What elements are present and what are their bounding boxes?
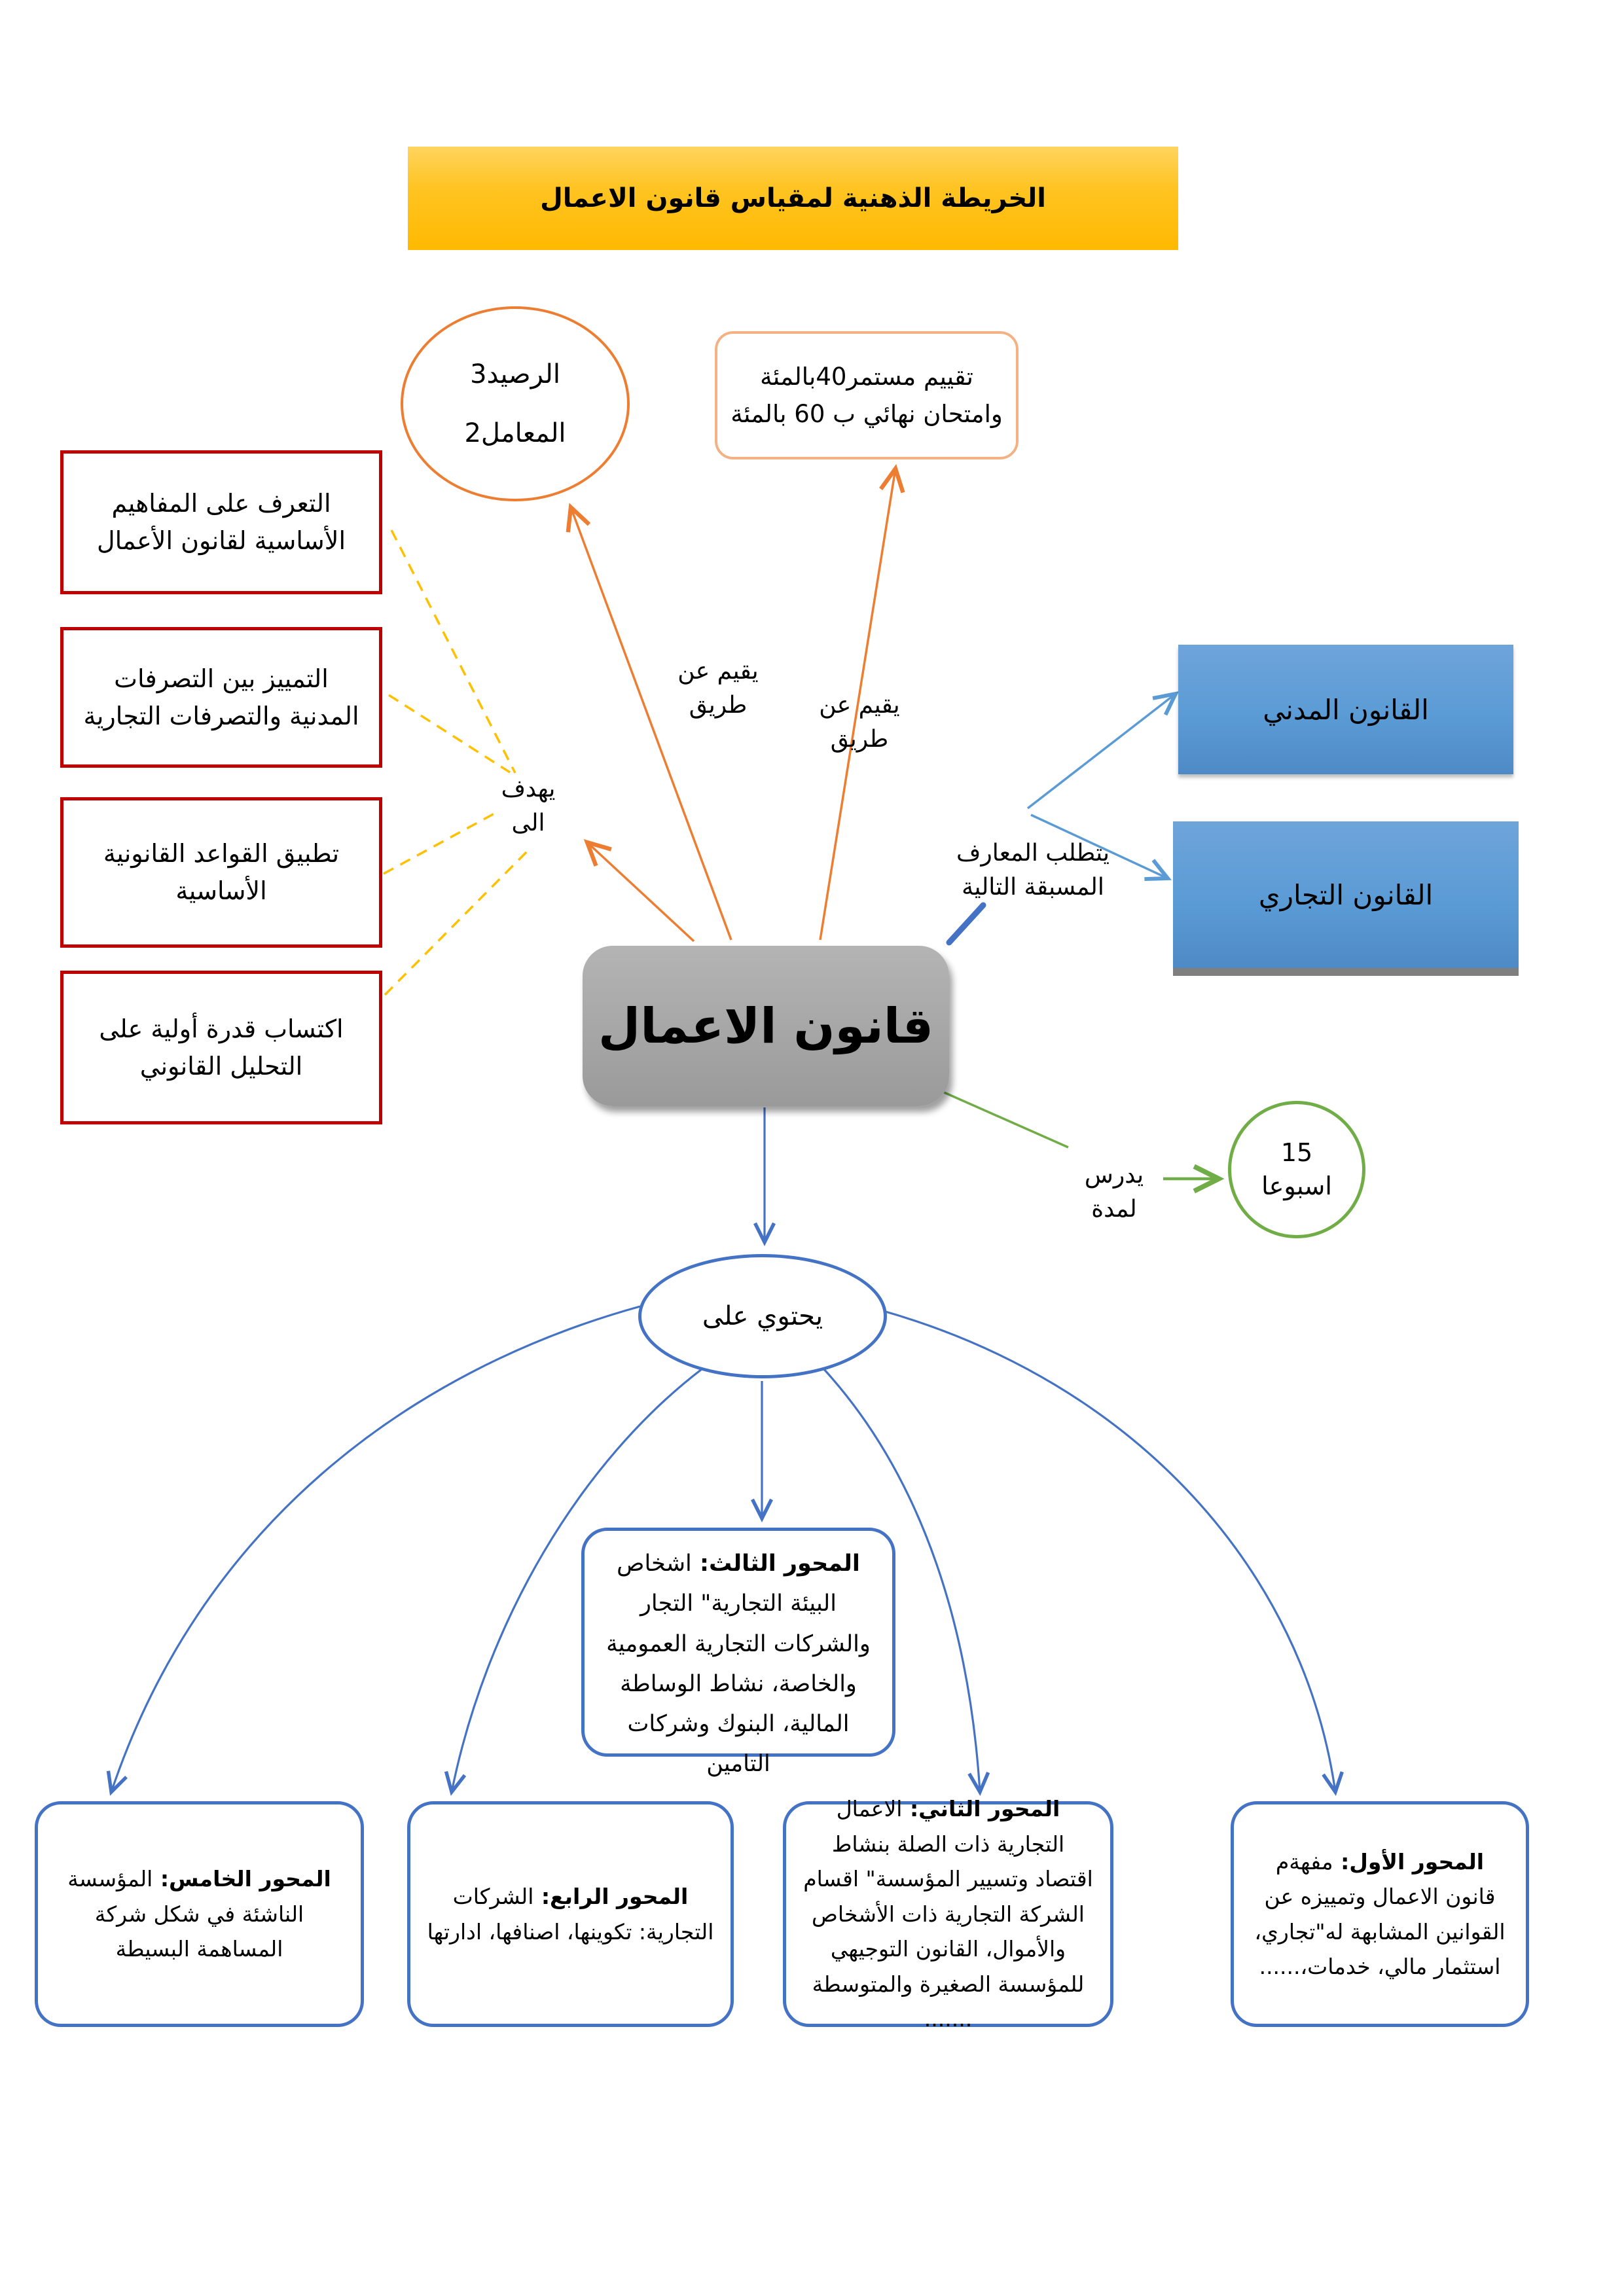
objective-box-3 bbox=[60, 797, 382, 948]
objective-box-1 bbox=[60, 450, 382, 594]
duration-weeks-word: اسبوعا bbox=[1261, 1172, 1332, 1200]
duration-weeks-number: 15 bbox=[1280, 1138, 1313, 1167]
duration-node bbox=[1228, 1101, 1365, 1238]
axis-3-body: اشخاص البيئة التجارية" التجار والشركات التجارية العمومية والخاصة، نشاط الوساطة المالية، البنوك وشركات التامين bbox=[606, 1551, 871, 1778]
prerequisite-civil-law: القانون المدني bbox=[1178, 645, 1513, 774]
axis-1-title: المحور الأول: bbox=[1333, 1848, 1485, 1874]
label-evaluated-by-right: يقيم عن طريق bbox=[819, 692, 900, 753]
axis-4-body: الشركات التجارية: تكوينها، اصنافها، ادارتها bbox=[427, 1884, 714, 1945]
axis-5-title: المحور الخامس: bbox=[153, 1866, 331, 1892]
objective-text-2: التمييز بين التصرفات المدنية والتصرفات التجارية bbox=[83, 664, 359, 730]
objective-box-2 bbox=[60, 627, 382, 768]
contains-node: يحتوي على bbox=[638, 1254, 887, 1378]
assessment-node bbox=[715, 331, 1019, 459]
axis-4-box bbox=[407, 1801, 734, 2027]
axis-4-title: المحور الرابع: bbox=[533, 1884, 689, 1910]
axis-3-title: المحور الثالث: bbox=[691, 1551, 860, 1577]
axis-5-box bbox=[35, 1801, 364, 2027]
label-aims-to: يهدف الى bbox=[501, 776, 556, 837]
central-title: قانون الاعمال bbox=[598, 997, 933, 1054]
credits-line1: الرصيد3 bbox=[470, 359, 560, 389]
axis-2-box bbox=[783, 1796, 1113, 2032]
axis-2-title: المحور الثاني: bbox=[902, 1796, 1060, 1822]
objective-text-1: التعرف على المفاهيم الأساسية لقانون الأعمال bbox=[96, 489, 346, 555]
objective-text-4: اكتساب قدرة أولية على التحليل القانوني bbox=[99, 1014, 344, 1081]
assessment-text: تقييم مستمر40بالمئة وامتحان نهائي ب 60 بالمئة bbox=[731, 362, 1003, 428]
credits-node bbox=[401, 306, 630, 501]
axis-1-body: مفهةم قانون الاعمال وتمييزه عن القوانين المشابهة له"تجاري، استثمار مالي، خدمات،...... bbox=[1254, 1848, 1506, 1979]
label-evaluated-by-left: يقيم عن طريق bbox=[677, 658, 759, 719]
axis-3-box bbox=[581, 1528, 895, 1778]
title-banner bbox=[408, 147, 1178, 250]
page-title: الخريطة الذهنية لمقياس قانون الاعمال bbox=[540, 183, 1046, 213]
axis-2-body: الاعمال التجارية ذات الصلة بنشاط اقتصاد وتسيير المؤسسة" اقسام الشركة التجارية ذات الأشخاص والأموال، القانون التوجيهي للمؤسسة الصغيرة والمتوسطة ....... bbox=[803, 1796, 1093, 2032]
label-prerequisites: يتطلب المعارف المسبقة التالية bbox=[956, 840, 1110, 901]
objective-box-4 bbox=[60, 971, 382, 1124]
axis-5-body: المؤسسة الناشئة في شكل شركة المساهمة البسيطة bbox=[67, 1866, 304, 1962]
axis-1-box bbox=[1231, 1801, 1529, 2027]
label-studied-for: يدرس لمدة bbox=[1084, 1162, 1144, 1223]
central-node-business-law bbox=[583, 946, 949, 1106]
prerequisite-commercial-law: القانون التجاري bbox=[1173, 821, 1519, 976]
objective-text-3: تطبيق القواعد القانونية الأساسية bbox=[103, 839, 340, 905]
credits-line2: المعامل2 bbox=[464, 418, 566, 448]
